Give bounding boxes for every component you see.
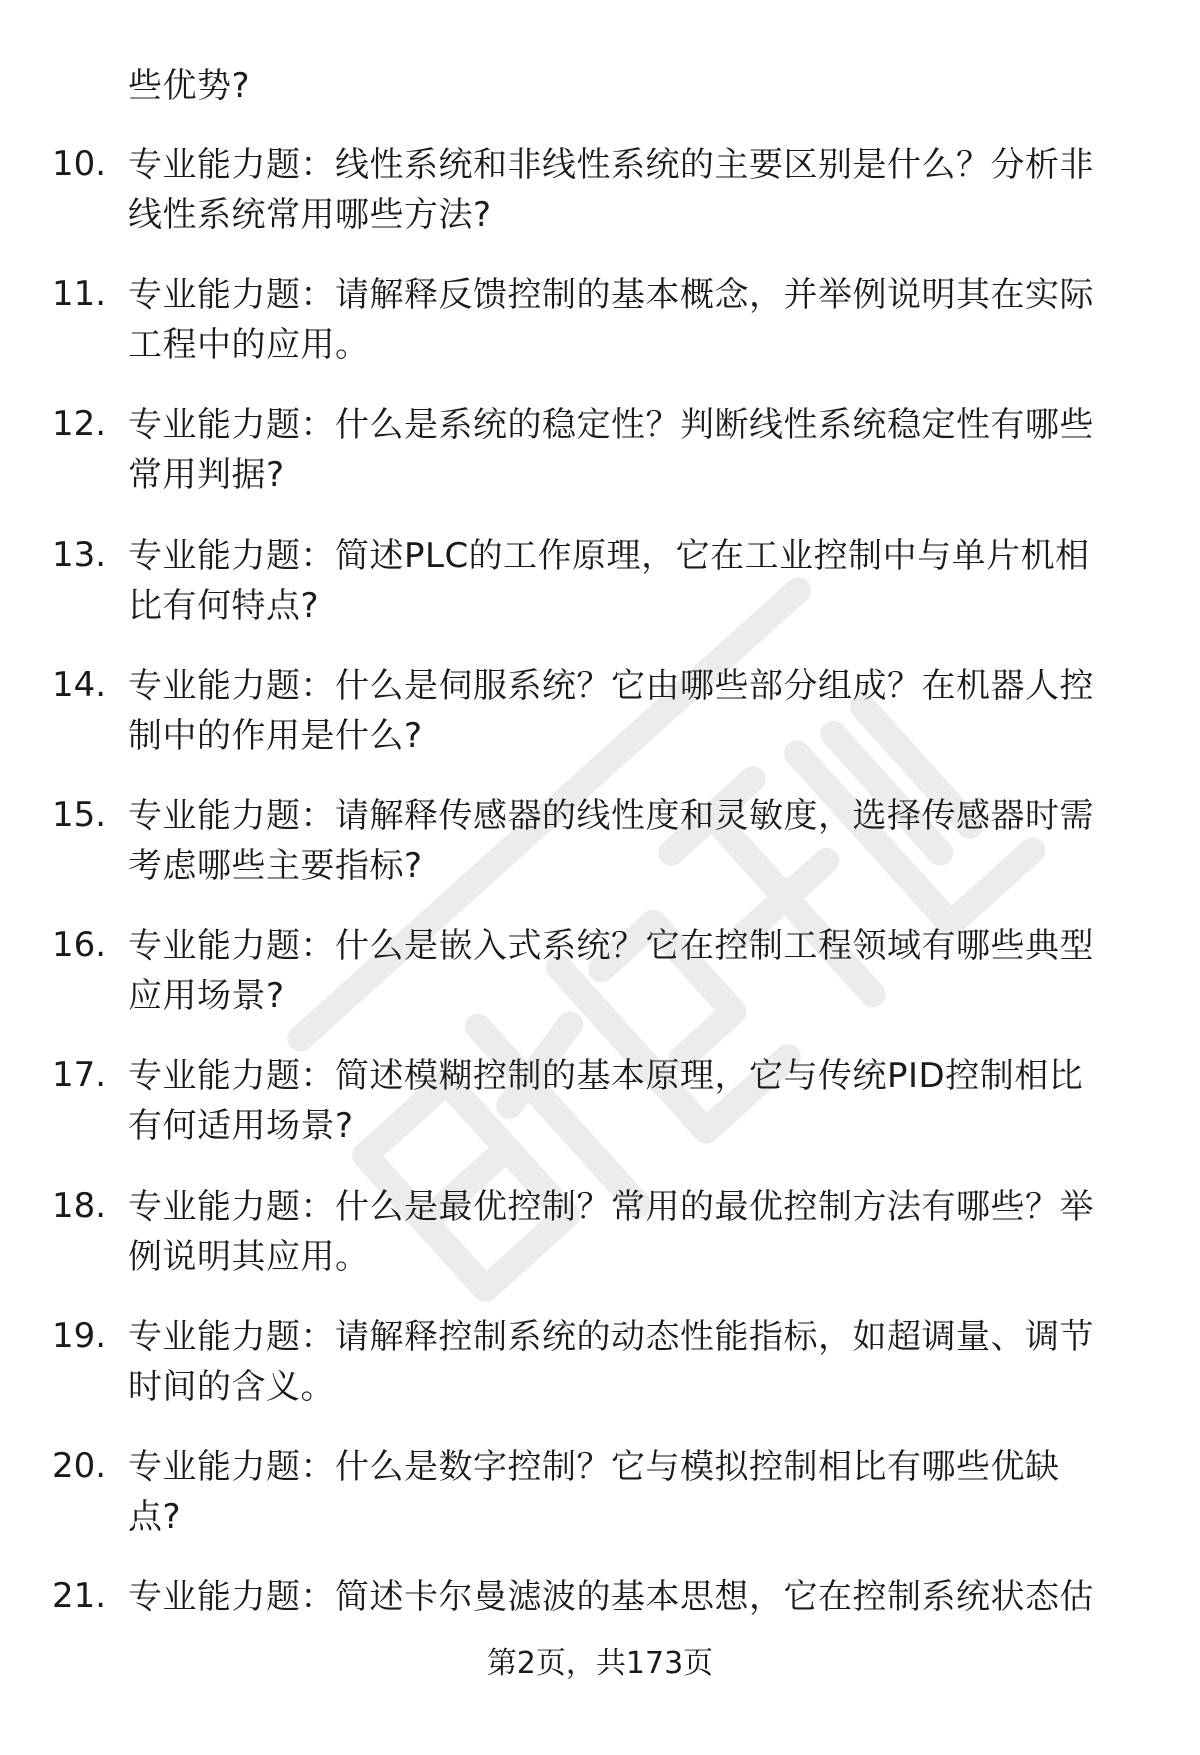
list-item bbox=[0, 1312, 1200, 1442]
question-text bbox=[128, 270, 1138, 370]
question-text bbox=[128, 1051, 1138, 1151]
list-item bbox=[0, 1442, 1200, 1572]
question-line: 专业能力题：请解释传感器的线性度和灵敏度，选择传感器时需 bbox=[128, 795, 1094, 836]
question-number: 15. bbox=[52, 794, 107, 835]
question-line: 线性系统常用哪些方法? bbox=[128, 195, 492, 235]
question-text bbox=[128, 661, 1138, 761]
list-item bbox=[0, 400, 1200, 530]
list-item bbox=[0, 1182, 1200, 1312]
question-line: 常用判据? bbox=[128, 455, 285, 496]
list-item bbox=[0, 661, 1200, 791]
list-item bbox=[0, 270, 1200, 400]
question-number: 11. bbox=[52, 274, 107, 315]
question-number: 16. bbox=[52, 925, 107, 966]
question-number: 14. bbox=[52, 664, 107, 705]
question-number: 17. bbox=[52, 1055, 107, 1096]
page-footer: 第2页，共173页 bbox=[486, 1646, 714, 1681]
question-line: 专业能力题：什么是嵌入式系统？它在控制工程领域有哪些典型 bbox=[128, 926, 1094, 967]
question-line: 制中的作用是什么? bbox=[128, 715, 423, 756]
list-item bbox=[0, 791, 1200, 921]
question-text bbox=[128, 1442, 1138, 1542]
question-line: 有何适用场景? bbox=[128, 1106, 354, 1147]
question-line: 专业能力题：简述卡尔曼滤波的基本思想，它在控制系统状态估 bbox=[128, 1577, 1094, 1618]
carry-over-text: 些优势? bbox=[128, 66, 251, 106]
question-text bbox=[128, 1182, 1138, 1282]
list-item bbox=[0, 1051, 1200, 1181]
question-text bbox=[128, 1572, 1138, 1622]
question-line: 时间的含义。 bbox=[128, 1366, 335, 1407]
question-line: 专业能力题：什么是最优控制？常用的最优控制方法有哪些？举 bbox=[128, 1186, 1094, 1227]
question-line: 专业能力题：简述PLC的工作原理，它在工业控制中与单片机相 bbox=[128, 535, 1090, 576]
question-text bbox=[128, 791, 1138, 891]
question-text bbox=[128, 921, 1138, 1021]
question-line: 专业能力题：线性系统和非线性系统的主要区别是什么？分析非 bbox=[128, 145, 1094, 185]
question-number: 13. bbox=[52, 534, 107, 575]
question-number: 20. bbox=[52, 1445, 107, 1486]
question-number: 21. bbox=[52, 1576, 107, 1617]
question-line: 专业能力题：请解释反馈控制的基本概念，并举例说明其在实际 bbox=[128, 275, 1094, 316]
question-number: 19. bbox=[52, 1315, 107, 1356]
question-list bbox=[0, 140, 1200, 1702]
question-text bbox=[128, 531, 1138, 631]
question-text bbox=[128, 1312, 1138, 1412]
question-text bbox=[128, 400, 1138, 500]
question-line: 工程中的应用。 bbox=[128, 325, 370, 366]
question-line: 例说明其应用。 bbox=[128, 1236, 370, 1277]
question-line: 专业能力题：简述模糊控制的基本原理，它与传统PID控制相比 bbox=[128, 1056, 1084, 1097]
list-item bbox=[0, 140, 1200, 270]
question-number: 10. bbox=[52, 144, 107, 184]
question-number: 18. bbox=[52, 1185, 107, 1226]
list-item bbox=[0, 531, 1200, 661]
question-line: 专业能力题：什么是伺服系统？它由哪些部分组成？在机器人控 bbox=[128, 665, 1094, 706]
question-line: 应用场景? bbox=[128, 976, 285, 1017]
question-line: 专业能力题：请解释控制系统的动态性能指标，如超调量、调节 bbox=[128, 1316, 1094, 1357]
question-number: 12. bbox=[52, 404, 107, 445]
question-text bbox=[128, 140, 1138, 240]
question-line: 考虑哪些主要指标? bbox=[128, 845, 423, 886]
list-item bbox=[0, 921, 1200, 1051]
question-line: 比有何特点? bbox=[128, 585, 320, 626]
question-line: 点? bbox=[128, 1496, 182, 1537]
question-line: 专业能力题：什么是数字控制？它与模拟控制相比有哪些优缺 bbox=[128, 1446, 1060, 1487]
question-line: 专业能力题：什么是系统的稳定性？判断线性系统稳定性有哪些 bbox=[128, 405, 1094, 446]
